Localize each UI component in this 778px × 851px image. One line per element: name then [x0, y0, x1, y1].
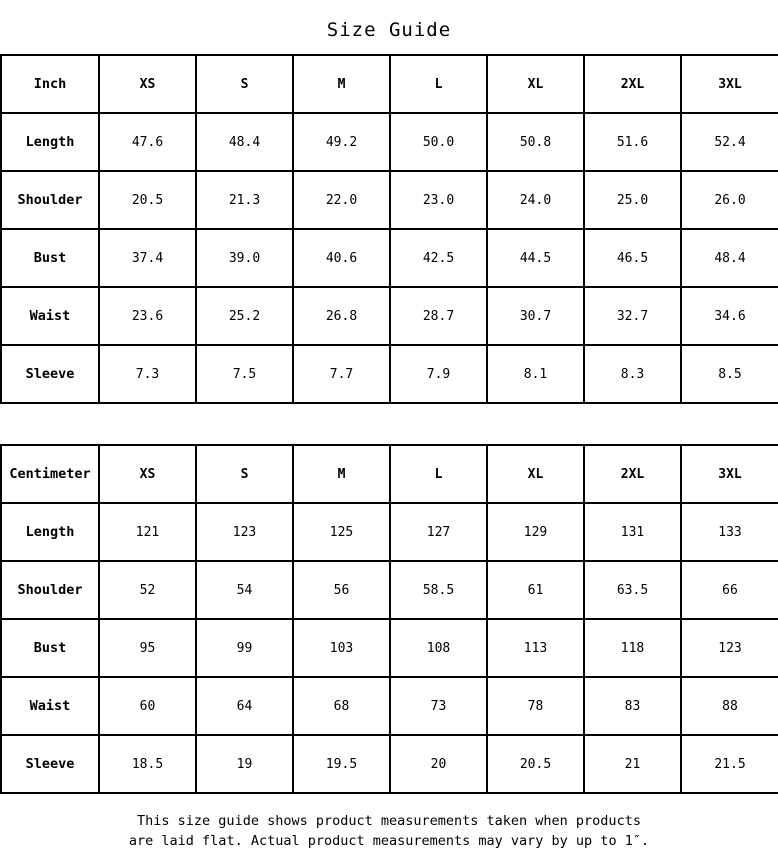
cell-waist-3xl: 88: [681, 677, 778, 735]
table-row: [1, 113, 778, 171]
column-header-m: M: [293, 55, 390, 113]
cell-bust-xl: 113: [487, 619, 584, 677]
column-header-2xl: 2XL: [584, 445, 681, 503]
cell-sleeve-3xl: 8.5: [681, 345, 778, 403]
cell-length-3xl: 52.4: [681, 113, 778, 171]
cell-length-xl: 129: [487, 503, 584, 561]
column-header-xl: XL: [487, 55, 584, 113]
cell-shoulder-xl: 61: [487, 561, 584, 619]
row-label-length: Length: [1, 503, 99, 561]
cell-waist-m: 26.8: [293, 287, 390, 345]
cell-shoulder-xs: 52: [99, 561, 196, 619]
cell-waist-s: 64: [196, 677, 293, 735]
column-header-s: S: [196, 445, 293, 503]
cell-bust-xs: 37.4: [99, 229, 196, 287]
cell-waist-s: 25.2: [196, 287, 293, 345]
cell-bust-s: 39.0: [196, 229, 293, 287]
row-label-shoulder: Shoulder: [1, 561, 99, 619]
cell-sleeve-3xl: 21.5: [681, 735, 778, 793]
cell-bust-l: 42.5: [390, 229, 487, 287]
table-row: [1, 735, 778, 793]
footnote: [0, 794, 778, 851]
cell-waist-l: 73: [390, 677, 487, 735]
row-label-bust: Bust: [1, 229, 99, 287]
footnote-line-2: are laid flat. Actual product measurements may vary by up to 1″.: [128, 833, 650, 849]
cell-shoulder-m: 22.0: [293, 171, 390, 229]
unit-label-inch: Inch: [1, 55, 99, 113]
cell-shoulder-2xl: 63.5: [584, 561, 681, 619]
column-header-s: S: [196, 55, 293, 113]
row-label-bust: Bust: [1, 619, 99, 677]
column-header-3xl: 3XL: [681, 445, 778, 503]
cell-sleeve-xl: 20.5: [487, 735, 584, 793]
cell-waist-3xl: 34.6: [681, 287, 778, 345]
cell-length-3xl: 133: [681, 503, 778, 561]
cell-length-2xl: 131: [584, 503, 681, 561]
table-row: [1, 619, 778, 677]
cell-length-xs: 121: [99, 503, 196, 561]
cell-bust-xl: 44.5: [487, 229, 584, 287]
cell-waist-l: 28.7: [390, 287, 487, 345]
cell-bust-m: 103: [293, 619, 390, 677]
cell-length-s: 48.4: [196, 113, 293, 171]
row-label-waist: Waist: [1, 287, 99, 345]
column-header-2xl: 2XL: [584, 55, 681, 113]
table-row: [1, 677, 778, 735]
cell-shoulder-xs: 20.5: [99, 171, 196, 229]
cell-shoulder-m: 56: [293, 561, 390, 619]
cell-length-l: 127: [390, 503, 487, 561]
cell-waist-xl: 78: [487, 677, 584, 735]
table-row: [1, 345, 778, 403]
cell-sleeve-xl: 8.1: [487, 345, 584, 403]
column-header-l: L: [390, 55, 487, 113]
cell-length-s: 123: [196, 503, 293, 561]
row-label-sleeve: Sleeve: [1, 735, 99, 793]
row-label-sleeve: Sleeve: [1, 345, 99, 403]
cell-sleeve-s: 7.5: [196, 345, 293, 403]
cell-sleeve-xs: 7.3: [99, 345, 196, 403]
cell-bust-l: 108: [390, 619, 487, 677]
cell-sleeve-m: 7.7: [293, 345, 390, 403]
size-table-inch: [0, 54, 778, 404]
unit-label-centimeter: Centimeter: [1, 445, 99, 503]
table-header-row: [1, 445, 778, 503]
cell-bust-2xl: 46.5: [584, 229, 681, 287]
table-row: [1, 171, 778, 229]
table-row: [1, 229, 778, 287]
cell-waist-m: 68: [293, 677, 390, 735]
cell-shoulder-xl: 24.0: [487, 171, 584, 229]
cell-length-m: 49.2: [293, 113, 390, 171]
column-header-l: L: [390, 445, 487, 503]
column-header-xs: XS: [99, 445, 196, 503]
column-header-xs: XS: [99, 55, 196, 113]
cell-bust-3xl: 123: [681, 619, 778, 677]
cell-waist-xs: 23.6: [99, 287, 196, 345]
column-header-m: M: [293, 445, 390, 503]
column-header-3xl: 3XL: [681, 55, 778, 113]
row-label-shoulder: Shoulder: [1, 171, 99, 229]
cell-shoulder-3xl: 66: [681, 561, 778, 619]
cell-waist-2xl: 32.7: [584, 287, 681, 345]
table-row: [1, 287, 778, 345]
cell-bust-3xl: 48.4: [681, 229, 778, 287]
cell-sleeve-2xl: 8.3: [584, 345, 681, 403]
cell-sleeve-l: 20: [390, 735, 487, 793]
cell-length-l: 50.0: [390, 113, 487, 171]
cell-sleeve-l: 7.9: [390, 345, 487, 403]
cell-shoulder-l: 23.0: [390, 171, 487, 229]
cell-shoulder-s: 21.3: [196, 171, 293, 229]
row-label-length: Length: [1, 113, 99, 171]
row-label-waist: Waist: [1, 677, 99, 735]
cell-length-2xl: 51.6: [584, 113, 681, 171]
table-header-row: [1, 55, 778, 113]
cell-sleeve-2xl: 21: [584, 735, 681, 793]
table-row: [1, 561, 778, 619]
cell-sleeve-xs: 18.5: [99, 735, 196, 793]
table-row: [1, 503, 778, 561]
cell-waist-2xl: 83: [584, 677, 681, 735]
size-table-centimeter: [0, 444, 778, 794]
cell-length-m: 125: [293, 503, 390, 561]
cell-sleeve-m: 19.5: [293, 735, 390, 793]
cell-shoulder-3xl: 26.0: [681, 171, 778, 229]
cell-waist-xl: 30.7: [487, 287, 584, 345]
cell-length-xl: 50.8: [487, 113, 584, 171]
cell-shoulder-l: 58.5: [390, 561, 487, 619]
cell-shoulder-2xl: 25.0: [584, 171, 681, 229]
cell-sleeve-s: 19: [196, 735, 293, 793]
page-title: Size Guide: [326, 19, 452, 41]
cell-bust-xs: 95: [99, 619, 196, 677]
cell-bust-s: 99: [196, 619, 293, 677]
footnote-line-1: This size guide shows product measurements taken when products: [137, 813, 641, 829]
cell-waist-xs: 60: [99, 677, 196, 735]
table-separator: [0, 404, 778, 444]
cell-shoulder-s: 54: [196, 561, 293, 619]
cell-length-xs: 47.6: [99, 113, 196, 171]
cell-bust-2xl: 118: [584, 619, 681, 677]
cell-bust-m: 40.6: [293, 229, 390, 287]
column-header-xl: XL: [487, 445, 584, 503]
